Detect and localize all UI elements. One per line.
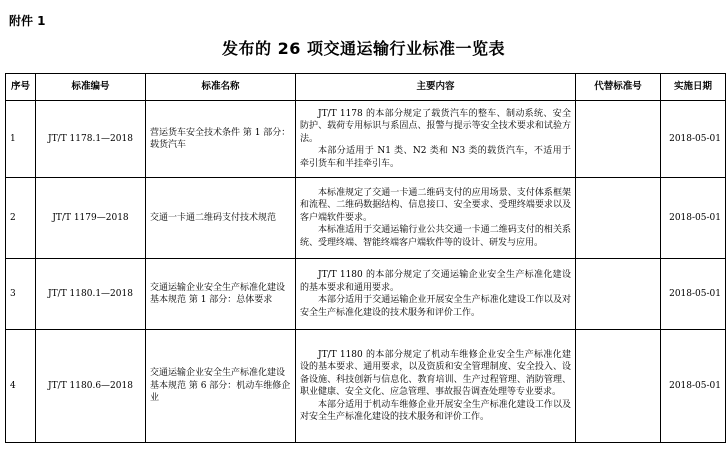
row-code: JT/T 1178.1—2018 (36, 101, 146, 178)
table-row (6, 259, 726, 330)
row-name: 营运货车安全技术条件 第 1 部分：载货汽车 (146, 101, 296, 178)
row-code: JT/T 1180.1—2018 (36, 259, 146, 330)
row-name: 交通运输企业安全生产标准化建设基本规范 第 1 部分：总体要求 (146, 259, 296, 330)
row-content (296, 259, 576, 330)
table-header-row (6, 74, 726, 101)
row-name: 交通一卡通二维码支付技术规范 (146, 178, 296, 259)
table-row (6, 101, 726, 178)
row-replaced (576, 259, 661, 330)
row-replaced (576, 101, 661, 178)
row-date: 2018-05-01 (661, 101, 726, 178)
header-no: 序号 (6, 74, 36, 101)
header-name: 标准名称 (146, 74, 296, 101)
table-row (6, 330, 726, 443)
table-row (6, 178, 726, 259)
row-replaced (576, 178, 661, 259)
row-date: 2018-05-01 (661, 259, 726, 330)
header-content: 主要内容 (296, 74, 576, 101)
row-no: 4 (6, 330, 36, 443)
row-no: 1 (6, 101, 36, 178)
row-name: 交通运输企业安全生产标准化建设基本规范 第 6 部分：机动车维修企业 (146, 330, 296, 443)
header-date: 实施日期 (661, 74, 726, 101)
row-content (296, 178, 576, 259)
content-paragraph: 本标准规定了交通一卡通二维码支付的应用场景、支付体系框架和流程、二维码数据结构、信息接口、安全要求、受理终端要求以及客户端软件要求。 (300, 187, 571, 223)
header-replaced: 代替标准号 (576, 74, 661, 101)
row-code: JT/T 1180.6—2018 (36, 330, 146, 443)
row-content (296, 330, 576, 443)
header-code: 标准编号 (36, 74, 146, 101)
standards-table (5, 73, 726, 443)
content-paragraph: JT/T 1180 的本部分规定了机动车维修企业安全生产标准化建设的基本要求、通用要求，以及资质和安全管理制度、安全投入、设备设施、科技创新与信息化、教育培训、生产过程管理、消防管理、职业健康、安全文化、应急管理、事故报告调查处理等专业要求。 (300, 349, 571, 397)
content-paragraph: 本部分适用于机动车维修企业开展安全生产标准化建设工作以及对安全生产标准化建设的技术服务和评价工作。 (300, 399, 571, 422)
row-code: JT/T 1179—2018 (36, 178, 146, 259)
row-date: 2018-05-01 (661, 330, 726, 443)
row-replaced (576, 330, 661, 443)
content-paragraph: 本部分适用于 N1 类、N2 类和 N3 类的载货汽车，不适用于牵引货车和半挂牵引车。 (300, 146, 571, 169)
row-no: 3 (6, 259, 36, 330)
content-paragraph: JT/T 1178 的本部分规定了载货汽车的整车、制动系统、安全防护、载荷专用标识与系固点、报警与提示等安全技术要求和试验方法。 (300, 108, 571, 144)
page-title: 发布的 26 项交通运输行业标准一览表 (222, 39, 505, 58)
row-date: 2018-05-01 (661, 178, 726, 259)
row-no: 2 (6, 178, 36, 259)
row-content (296, 101, 576, 178)
content-paragraph: JT/T 1180 的本部分规定了交通运输企业安全生产标准化建设的基本要求和通用要求。 (300, 270, 571, 293)
attachment-label: 附件 1 (9, 14, 46, 28)
content-paragraph: 本部分适用于交通运输企业开展安全生产标准化建设工作以及对安全生产标准化建设的技术服务和评价工作。 (300, 295, 571, 318)
content-paragraph: 本标准适用于交通运输行业公共交通一卡通二维码支付的相关系统、受理终端、智能终端客户端软件等的设计、研发与应用。 (300, 225, 571, 248)
